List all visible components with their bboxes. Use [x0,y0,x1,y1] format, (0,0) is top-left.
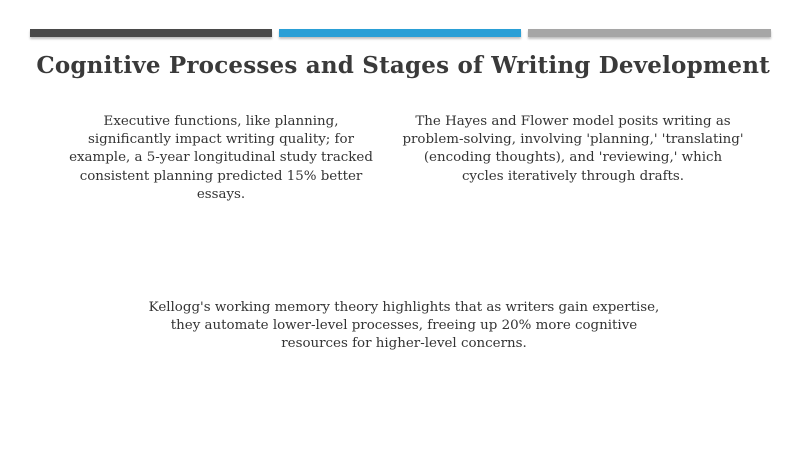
slide-title: Cognitive Processes and Stages of Writing Development [36,52,770,79]
text-block-hayes-flower-model: The Hayes and Flower model posits writing as problem-solving, involving 'planning,' 'translating' (encoding thoughts), and 'reviewing,' which cycles iteratively through drafts. [402,114,744,184]
accent-bar-dark [30,29,272,37]
accent-bar-gray [528,29,771,37]
text-block-executive-functions: Executive functions, like planning, significantly impact writing quality; for example, a 5-year longitudinal study tracked consistent planning predicted 15% better essays. [69,114,373,202]
text-block-kellogg-theory: Kellogg's working memory theory highlights that as writers gain expertise, they automate lower-level processes, freeing up 20% more cognitive resources for higher-level concerns. [148,300,660,352]
accent-bar-blue [279,29,521,37]
